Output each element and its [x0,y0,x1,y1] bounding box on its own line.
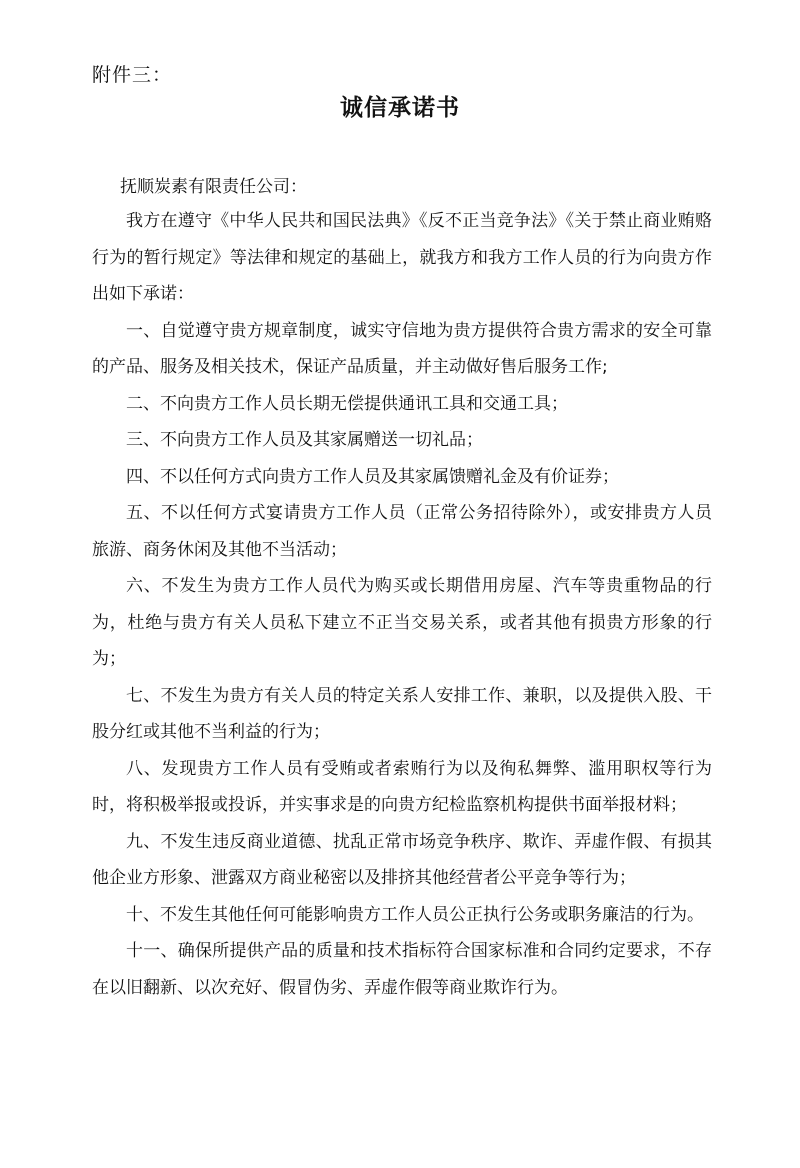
recipient-line: 抚顺炭素有限责任公司： [120,177,307,197]
commitment-item-4: 四、不以任何方式向贵方工作人员及其家属馈赠礼金及有价证券； [126,466,619,487]
attachment-label: 附件三： [92,64,173,86]
intro-paragraph: 我方在遵守《中华人民共和国民法典》《反不正当竞争法》《关于禁止商业贿赂行为的暂行规定》等法律和规定的基础上，就我方和我方工作人员的行为向贵方作出如下承诺： [92,211,712,304]
commitment-item-5: 五、不以任何方式宴请贵方工作人员（正常公务招待除外），或安排贵方人员旅游、商务休闲及其他不当活动； [92,503,712,560]
commitment-item-11: 十一、确保所提供产品的质量和技术指标符合国家标准和合同约定要求，不存在以旧翻新、以次充好、假冒伪劣、弄虚作假等商业欺诈行为。 [92,941,712,998]
document-title: 诚信承诺书 [340,94,460,121]
commitment-item-1: 一、自觉遵守贵方规章制度，诚实守信地为贵方提供符合贵方需求的安全可靠的产品、服务及相关技术，保证产品质量，并主动做好售后服务工作; [92,320,712,377]
commitment-item-9: 九、不发生违反商业道德、扰乱正常市场竞争秩序、欺诈、弄虚作假、有损其他企业方形象、泄露双方商业秘密以及排挤其他经营者公平竞争等行为； [92,831,712,888]
commitment-item-7: 七、不发生为贵方有关人员的特定关系人安排工作、兼职，以及提供入股、干股分红或其他不当利益的行为； [92,685,712,742]
commitment-item-6: 六、不发生为贵方工作人员代为购买或长期借用房屋、汽车等贵重物品的行为，杜绝与贵方有关人员私下建立不正当交易关系，或者其他有损贵方形象的行为； [92,576,712,669]
commitment-item-8: 八、发现贵方工作人员有受贿或者索贿行为以及徇私舞弊、滥用职权等行为时，将积极举报或投诉，并实事求是的向贵方纪检监察机构提供书面举报材料； [92,758,712,815]
commitment-item-10: 十、不发生其他任何可能影响贵方工作人员公正执行公务或职务廉洁的行为。 [126,904,704,925]
commitment-item-3: 三、不向贵方工作人员及其家属赠送一切礼品； [126,430,483,450]
letter-body [92,203,712,1006]
commitment-item-2: 二、不向贵方工作人员长期无偿提供通讯工具和交通工具； [126,393,568,414]
